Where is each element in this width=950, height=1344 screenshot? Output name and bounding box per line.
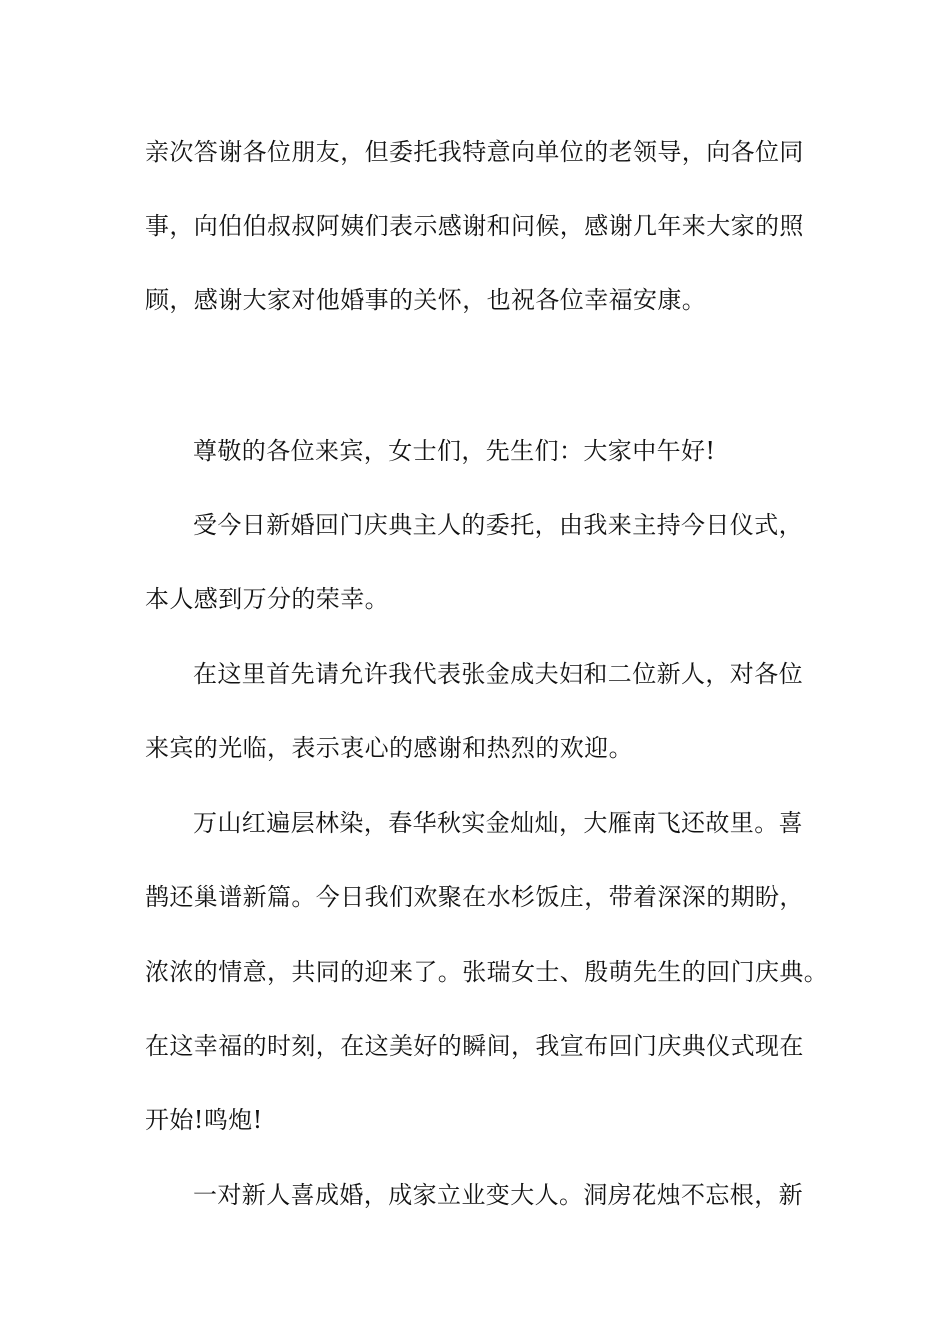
text-line: 顾，感谢大家对他婚事的关怀，也祝各位幸福安康。 (145, 286, 707, 314)
text-line: 在这幸福的时刻，在这美好的瞬间，我宣布回门庆典仪式现在 (145, 1032, 804, 1060)
text-line: 本人感到万分的荣幸。 (145, 585, 389, 613)
text-line: 开始!鸣炮! (145, 1106, 263, 1134)
text-line: 万山红遍层林染，春华秋实金灿灿，大雁南飞还故里。喜 (193, 809, 803, 837)
text-line: 鹊还巢谱新篇。今日我们欢聚在水杉饭庄，带着深深的期盼， (145, 883, 804, 911)
text-line: 受今日新婚回门庆典主人的委托，由我来主持今日仪式， (193, 511, 803, 539)
text-line: 来宾的光临，表示衷心的感谢和热烈的欢迎。 (145, 734, 633, 762)
text-line: 一对新人喜成婚，成家立业变大人。洞房花烛不忘根，新 (193, 1181, 803, 1209)
text-line: 在这里首先请允许我代表张金成夫妇和二位新人，对各位 (193, 660, 803, 688)
text-line: 浓浓的情意，共同的迎来了。张瑞女士、殷萌先生的回门庆典。 (145, 958, 829, 986)
text-line: 亲次答谢各位朋友，但委托我特意向单位的老领导，向各位同 (145, 138, 804, 166)
text-line: 事，向伯伯叔叔阿姨们表示感谢和问候，感谢几年来大家的照 (145, 212, 804, 240)
text-line: 尊敬的各位来宾，女士们，先生们：大家中午好! (193, 437, 716, 465)
